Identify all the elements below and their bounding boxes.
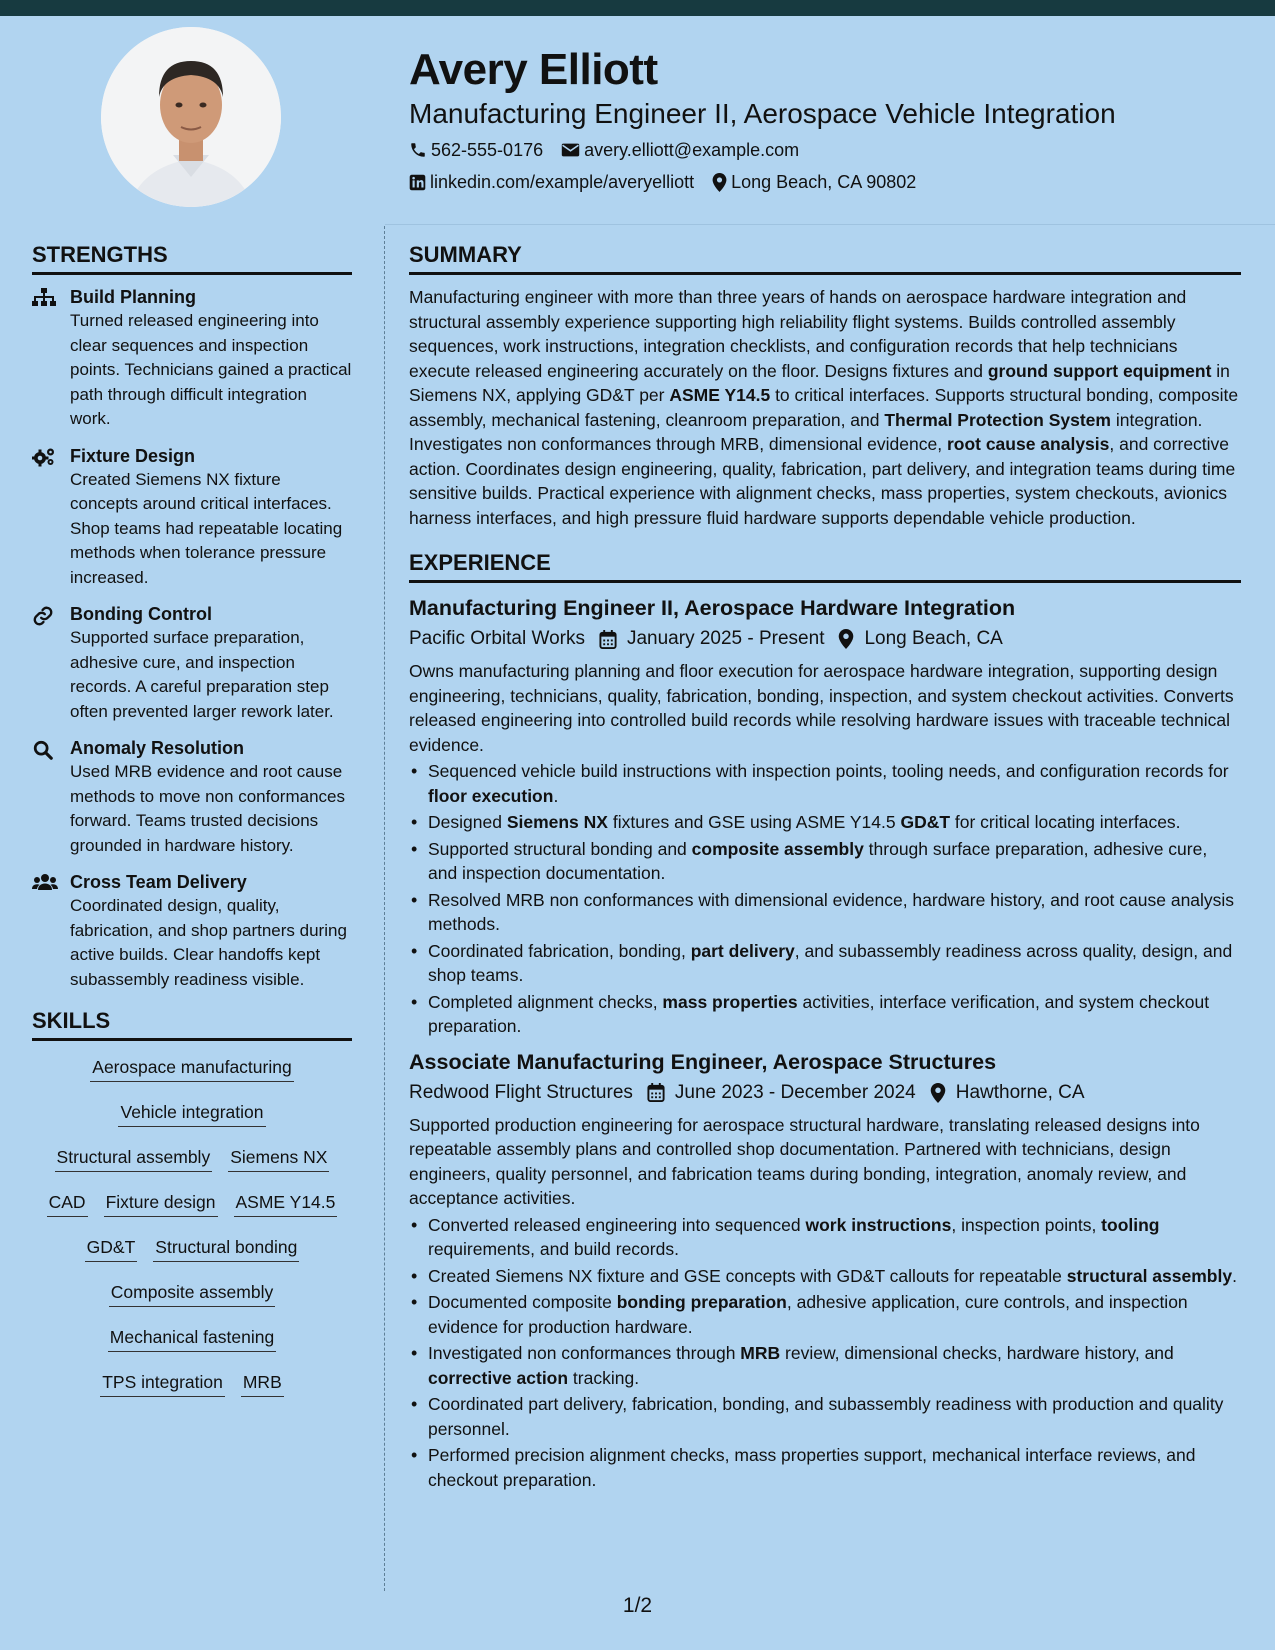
bullet-text: Supported structural bonding and — [428, 838, 692, 859]
job-meta — [409, 1077, 1241, 1109]
link-icon — [32, 602, 70, 724]
strength-body — [70, 285, 352, 432]
column-divider — [384, 226, 385, 1591]
skill-row — [32, 1190, 352, 1235]
summary-bold: Thermal Protection System — [884, 409, 1111, 430]
linkedin-contact[interactable] — [409, 166, 694, 198]
avatar — [101, 27, 281, 207]
skill-chip: CAD — [47, 1190, 88, 1217]
strength-body — [70, 602, 352, 724]
bullet-text: for critical locating interfaces. — [950, 812, 1181, 832]
linkedin-text: linkedin.com/example/averyelliott — [430, 172, 695, 192]
job-bullet — [409, 759, 1241, 808]
job-description: Owns manufacturing planning and floor execution for aerospace hardware integration, supporting design engineering, technicians, quality, fabrication, bonding, inspection, and system checkout activities. Converts released engineering into controlled build records while resolving hardware issues with traceable technical evidence. — [409, 661, 1234, 755]
skill-chip: MRB — [241, 1370, 284, 1397]
gears-icon — [32, 444, 70, 591]
strength-desc: Turned released engineering into clear sequences and inspection points. Technicians gained a practical path through difficult integration work. — [70, 311, 352, 428]
bullet-text: , adhesive application, cure controls, and inspection evidence for production hardware. — [428, 1292, 1188, 1337]
job-location-text: Long Beach, CA — [864, 628, 1003, 649]
job-title: Associate Manufacturing Engineer, Aerospace Structures — [409, 1049, 997, 1074]
job-bullet — [409, 1443, 1241, 1492]
skill-chip: Fixture design — [104, 1190, 218, 1217]
job-dates — [647, 1077, 916, 1109]
job-company: Redwood Flight Structures — [409, 1081, 633, 1103]
left-column — [32, 240, 352, 1415]
bullet-text: tracking. — [568, 1367, 640, 1388]
job-dates — [599, 623, 825, 655]
job-entry — [409, 593, 1241, 1039]
bullet-text: fixtures and GSE using ASME Y14.5 — [607, 812, 901, 832]
skill-row — [32, 1145, 352, 1190]
strength-body — [70, 736, 352, 858]
phone-text: 562-555-0176 — [431, 140, 544, 160]
bullet-text: Investigated non conformances through — [428, 1343, 741, 1363]
map-pin-icon — [930, 1083, 946, 1103]
skill-row — [32, 1280, 352, 1325]
skill-chip: ASME Y14.5 — [234, 1190, 338, 1217]
experience-heading: EXPERIENCE — [409, 548, 1241, 583]
job-bullet — [409, 810, 1241, 835]
bullet-text: activities, interface verification, and system checkout preparation. — [428, 991, 1210, 1036]
skill-chip: Composite assembly — [109, 1280, 275, 1307]
bullet-text: , inspection points, — [951, 1214, 1102, 1235]
job-title: Manufacturing Engineer II, Aerospace Hardware Integration — [409, 596, 1016, 620]
skill-chip: Vehicle integration — [118, 1100, 265, 1127]
strength-item — [32, 602, 352, 724]
job-bullet — [409, 1341, 1241, 1390]
map-pin-icon — [712, 173, 727, 192]
bullet-text: , and subassembly readiness across quality, design, and shop teams. — [428, 940, 1233, 985]
strength-title: Fixture Design — [70, 445, 196, 466]
job-bullet — [409, 1392, 1241, 1441]
strength-body — [70, 870, 352, 992]
bullet-bold: corrective action — [428, 1367, 569, 1388]
envelope-icon — [561, 142, 580, 158]
location-text: Long Beach, CA 90802 — [731, 172, 917, 192]
skill-chip: Aerospace manufacturing — [90, 1055, 293, 1082]
strengths-heading: STRENGTHS — [32, 240, 352, 275]
bullet-bold: bonding preparation — [616, 1292, 787, 1312]
job-location-text: Hawthorne, CA — [955, 1081, 1085, 1103]
skills-heading: SKILLS — [32, 1006, 352, 1041]
bullet-text: Completed alignment checks, — [428, 991, 663, 1012]
strength-item — [32, 285, 352, 432]
bullet-text: Coordinated part delivery, fabrication, bonding, and subassembly readiness with production and quality personnel. — [428, 1394, 1224, 1439]
job-bullets — [409, 1213, 1241, 1493]
bullet-bold: tooling — [1101, 1214, 1160, 1235]
strength-item — [32, 870, 352, 992]
strength-body — [70, 444, 352, 591]
skill-row — [32, 1055, 352, 1100]
email-contact[interactable] — [561, 134, 799, 166]
candidate-name: Avery Elliott — [409, 45, 658, 94]
strength-title: Anomaly Resolution — [70, 738, 245, 758]
bullet-text: through surface preparation, adhesive cure, and inspection documentation. — [428, 838, 1208, 883]
phone-icon — [409, 141, 427, 159]
summary-bold: ASME Y14.5 — [669, 385, 771, 405]
bullet-bold: composite assembly — [691, 838, 864, 859]
skill-row — [32, 1370, 352, 1415]
bullet-text: Designed — [428, 812, 507, 832]
bullet-text: . — [1232, 1265, 1237, 1286]
bullet-text: . — [553, 785, 559, 806]
job-bullet — [409, 1213, 1241, 1262]
linkedin-icon — [409, 174, 426, 191]
bullet-text: Sequenced vehicle build instructions with inspection points, tooling needs, and configuration records for — [428, 761, 1229, 781]
summary-text: to critical interfaces. Supports structural bonding, composite assembly, mechanical fastening, cleanroom preparation, and — [409, 385, 1239, 430]
job-meta — [409, 623, 1241, 655]
map-pin-icon — [838, 629, 854, 649]
job-company: Pacific Orbital Works — [409, 628, 585, 649]
job-description: Supported production engineering for aerospace structural hardware, translating released designs into repeatable assembly plans and controlled shop documentation. Partnered with technicians, design engineers, quality personnel, and fabrication teams during bonding, integration, anomaly review, and acceptance activities. — [409, 1114, 1200, 1208]
top-bar — [0, 0, 1275, 16]
strength-desc: Used MRB evidence and root cause methods to move non conformances forward. Teams trusted decisions grounded in hardware history. — [70, 762, 345, 855]
page-number: 1/2 — [622, 1594, 653, 1617]
summary-text — [409, 285, 1241, 530]
summary-bold: ground support equipment — [987, 360, 1212, 381]
job-bullet — [409, 1264, 1241, 1289]
bullet-bold: MRB — [740, 1343, 781, 1363]
search-icon — [32, 736, 70, 858]
phone-contact[interactable] — [409, 134, 543, 166]
summary-heading: SUMMARY — [409, 240, 1241, 275]
skill-row — [32, 1100, 352, 1145]
bullet-text: Performed precision alignment checks, mass properties support, mechanical interface reviews, and checkout preparation. — [428, 1445, 1196, 1490]
skill-chip: Structural assembly — [55, 1145, 213, 1172]
bullet-bold: part delivery — [690, 940, 795, 961]
job-bullets — [409, 759, 1241, 1039]
skill-chip: Mechanical fastening — [108, 1325, 276, 1352]
strength-title: Build Planning — [70, 287, 196, 307]
job-location — [838, 623, 1002, 655]
job-bullet — [409, 939, 1241, 988]
skill-chip: Structural bonding — [153, 1235, 299, 1262]
job-dates-text: January 2025 - Present — [626, 628, 825, 649]
bullet-text: Resolved MRB non conformances with dimensional evidence, hardware history, and root cause analysis methods. — [428, 889, 1235, 934]
job-bullet — [409, 837, 1241, 886]
job-bullet — [409, 990, 1241, 1039]
resume-header — [409, 44, 1249, 198]
bullet-text: Created Siemens NX fixture and GSE concepts with GD&T callouts for repeatable — [428, 1265, 1067, 1286]
bullet-bold: mass properties — [662, 991, 798, 1012]
skill-chip: TPS integration — [100, 1370, 225, 1397]
calendar-icon — [647, 1083, 665, 1102]
job-bullet — [409, 888, 1241, 937]
bullet-text: review, dimensional checks, hardware history, and — [780, 1343, 1174, 1363]
skill-chip: GD&T — [85, 1235, 138, 1262]
strength-title: Cross Team Delivery — [70, 872, 247, 892]
skills-list — [32, 1051, 352, 1415]
strength-item — [32, 444, 352, 591]
bullet-bold: floor execution — [428, 785, 554, 806]
skill-chip: Siemens NX — [228, 1145, 329, 1172]
candidate-title: Manufacturing Engineer II, Aerospace Vehicle Integration — [409, 98, 1116, 129]
bullet-text: Documented composite — [428, 1292, 617, 1312]
summary-text: Manufacturing engineer with more than three years of hands on aerospace hardware integration and structural assembly experience supporting high reliability flight systems. Builds controlled assembly sequences, work instructions, integration checklists, and configuration records that help technicians execute released engineering accurately on the floor. Designs fixtures and — [409, 287, 1187, 381]
strength-desc: Supported surface preparation, adhesive cure, and inspection records. A careful preparation step often prevented larger rework later. — [70, 628, 334, 721]
summary-text: in Siemens NX, applying GD&T per — [409, 360, 1230, 405]
strength-item — [32, 736, 352, 858]
users-icon — [32, 870, 70, 992]
bullet-bold: GD&T — [900, 812, 951, 832]
job-entry — [409, 1047, 1241, 1493]
summary-text: integration. Investigates non conformances through MRB, dimensional evidence, — [409, 409, 1203, 454]
right-column — [409, 240, 1241, 1500]
header-divider — [385, 224, 1275, 225]
bullet-bold: structural assembly — [1066, 1265, 1233, 1286]
calendar-icon — [599, 630, 617, 649]
summary-bold: root cause analysis — [946, 434, 1110, 454]
job-location — [930, 1077, 1085, 1109]
strengths-list — [32, 285, 352, 992]
bullet-bold: Siemens NX — [506, 812, 608, 832]
strength-desc: Created Siemens NX fixture concepts around critical interfaces. Shop teams had repeatable locating methods when tolerance pressure increased. — [70, 469, 343, 587]
bullet-text: Converted released engineering into sequenced — [428, 1214, 806, 1235]
job-bullet — [409, 1290, 1241, 1339]
job-dates-text: June 2023 - December 2024 — [674, 1081, 916, 1103]
skill-row — [32, 1235, 352, 1280]
strength-desc: Coordinated design, quality, fabrication, and shop partners during active builds. Clear handoffs kept subassembly readiness visible. — [70, 896, 347, 989]
bullet-bold: work instructions — [805, 1214, 952, 1235]
experience-list — [409, 593, 1241, 1492]
skill-row — [32, 1325, 352, 1370]
sitemap-icon — [32, 285, 70, 432]
summary-text: , and corrective action. Coordinates design engineering, quality, fabrication, part delivery, and integration teams during time sensitive builds. Practical experience with alignment checks, mass properties, system checkouts, avionics harness interfaces, and high pressure fluid hardware supports dependable vehicle production. — [409, 434, 1236, 528]
email-text: avery.elliott@example.com — [584, 140, 800, 160]
bullet-text: Coordinated fabrication, bonding, — [428, 940, 691, 961]
bullet-text: requirements, and build records. — [428, 1239, 679, 1259]
strength-title: Bonding Control — [70, 604, 212, 624]
location-contact — [712, 166, 916, 198]
